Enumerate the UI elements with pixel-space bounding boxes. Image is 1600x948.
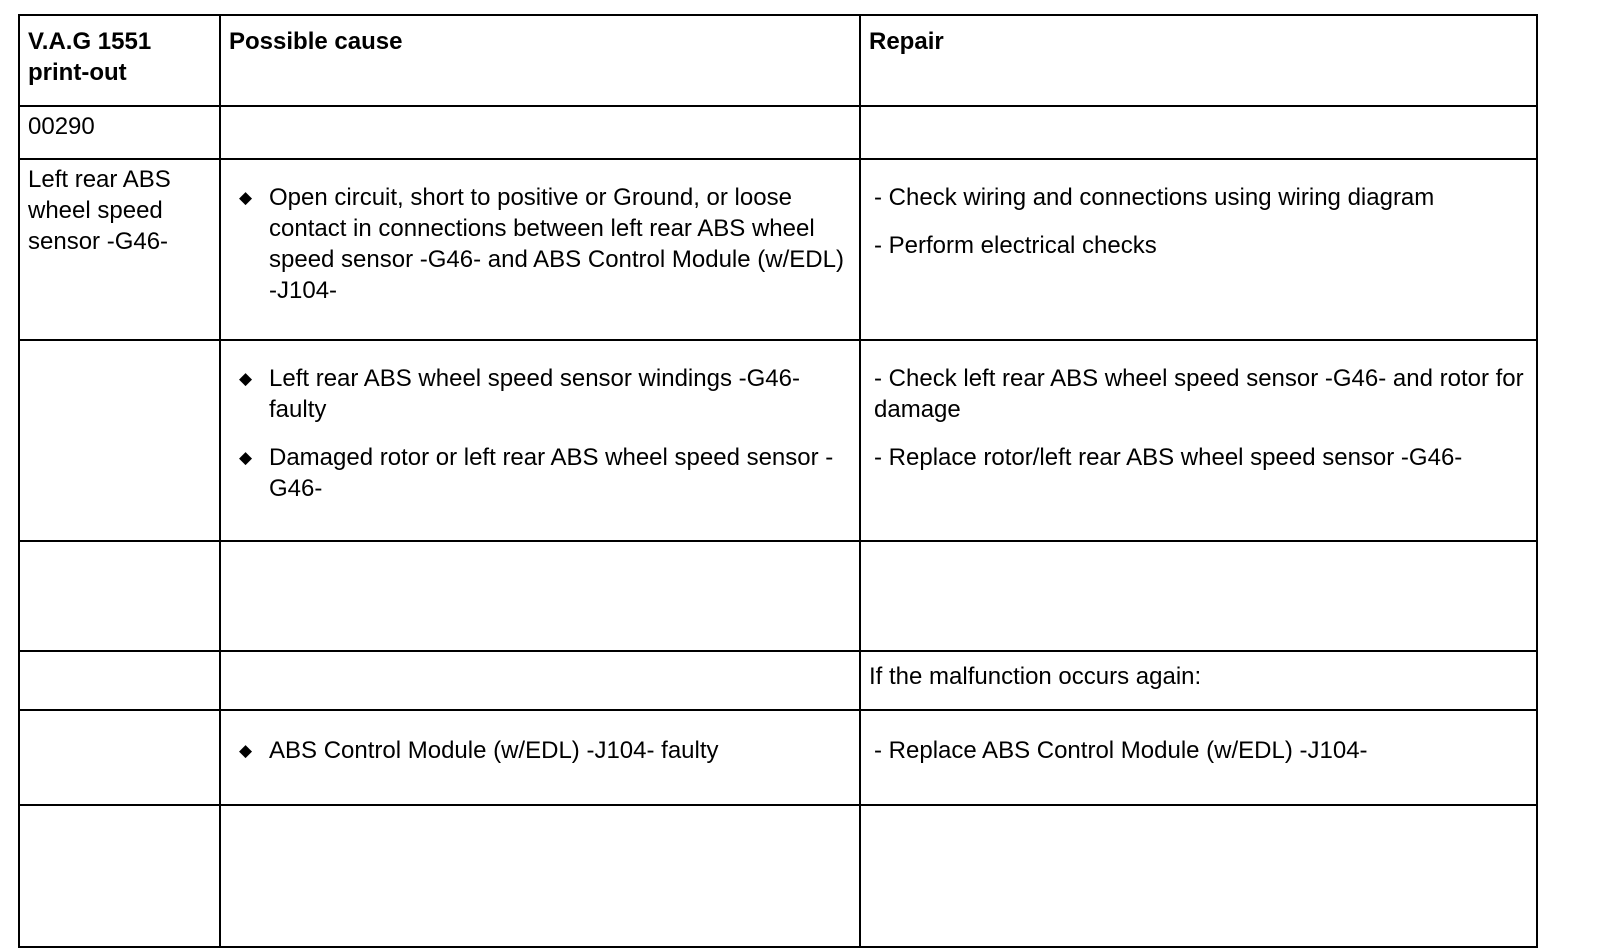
cause-cell [220,340,860,541]
empty-cell [220,106,860,159]
blank-row [19,541,1537,651]
repair-cell [860,159,1537,340]
repair-step: - Check left rear ABS wheel speed sensor -G46- and rotor for damage [874,365,1524,423]
repair-step: - Replace rotor/left rear ABS wheel speed sensor -G46- [874,444,1463,471]
blank-row [19,805,1537,947]
repair-cell [860,340,1537,541]
cause-item [239,182,851,306]
cause-text: Left rear ABS wheel speed sensor windings -G46- faulty [269,365,800,423]
diamond-bullet-icon: ◆ [239,188,253,207]
repair-cell [860,710,1537,805]
header-repair: Repair [860,15,1537,106]
repair-step: - Check wiring and connections using wiring diagram [874,184,1435,211]
header-possible-cause: Possible cause [220,15,860,106]
empty-cell [19,710,220,805]
empty-cell [19,805,220,947]
empty-cell [860,541,1537,651]
fault-code-row [19,106,1537,159]
cause-cell [220,159,860,340]
empty-cell [860,106,1537,159]
header-printout [19,15,220,106]
empty-cell [860,805,1537,947]
diamond-bullet-icon: ◆ [239,448,253,467]
table-row [19,710,1537,805]
malfunction-again-row [19,651,1537,710]
cause-text: Open circuit, short to positive or Ground, or loose contact in connections between left rear ABS wheel speed sensor -G46- and ABS Control Module (w/EDL) -J104- [269,184,844,304]
cause-text: Damaged rotor or left rear ABS wheel speed sensor -G46- [269,444,834,502]
cause-cell [220,710,860,805]
diamond-bullet-icon: ◆ [239,369,253,388]
cause-item [239,363,851,425]
cause-text: ABS Control Module (w/EDL) -J104- faulty [269,737,719,764]
cause-item [239,735,851,766]
malfunction-again-note: If the malfunction occurs again: [860,651,1537,710]
table-row [19,340,1537,541]
repair-step: - Replace ABS Control Module (w/EDL) -J104- [874,737,1368,764]
fault-code: 00290 [19,106,220,159]
header-printout-line2: print-out [28,59,127,86]
component-name: Left rear ABS wheel speed sensor -G46- [19,159,220,340]
empty-cell [19,340,220,541]
empty-cell [19,541,220,651]
empty-cell [220,805,860,947]
repair-step: - Perform electrical checks [874,232,1157,259]
empty-cell [220,541,860,651]
cause-item [239,442,851,504]
table-row [19,159,1537,340]
header-printout-line1: V.A.G 1551 [28,28,152,55]
diagnostic-table [18,14,1538,948]
diamond-bullet-icon: ◆ [239,741,253,760]
empty-cell [220,651,860,710]
diagnostic-table-frame [18,14,1536,850]
empty-cell [19,651,220,710]
header-row [19,15,1537,106]
